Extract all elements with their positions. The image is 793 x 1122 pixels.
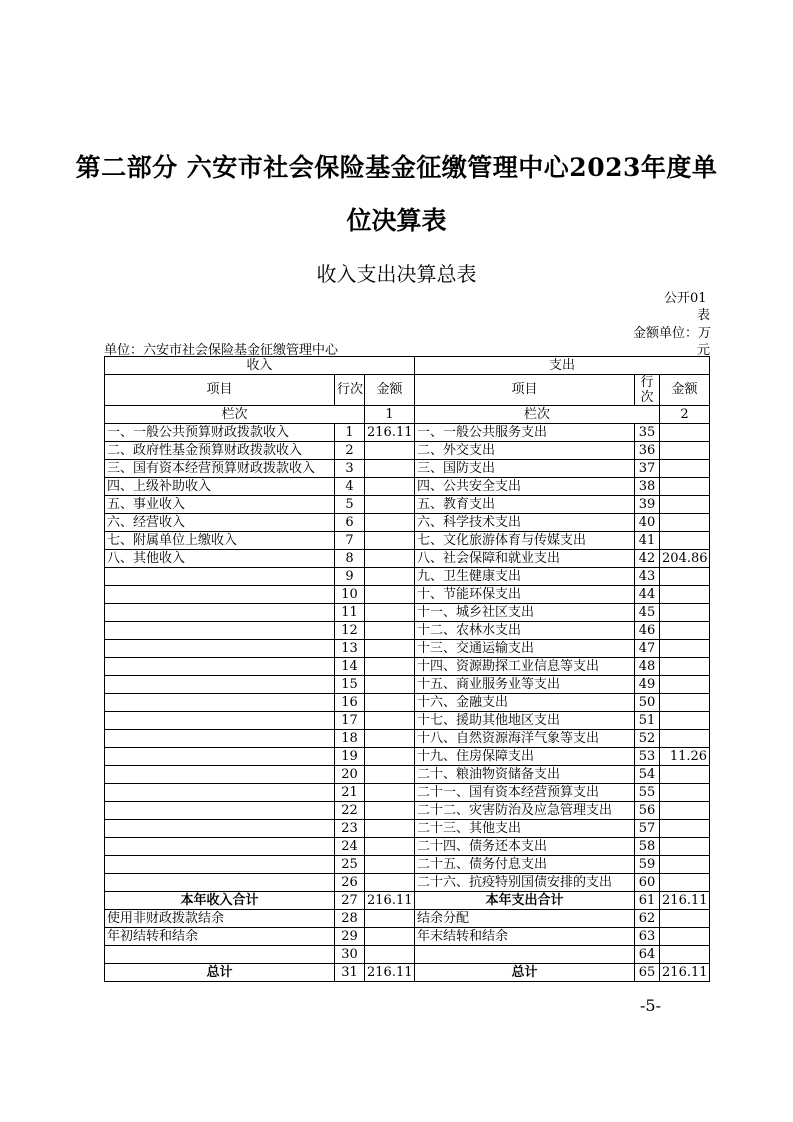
- expense-line-cell: 64: [635, 946, 660, 964]
- table-row: [105, 532, 710, 550]
- expense-line-cell: 35: [635, 424, 660, 442]
- expense-line-cell: 58: [635, 838, 660, 856]
- income-amount-cell: [365, 604, 415, 622]
- table-row: [105, 928, 710, 946]
- expense-amount-cell: [660, 478, 710, 496]
- subtotal-row: [105, 892, 710, 910]
- expense-item-cell: 二十一、国有资本经营预算支出: [415, 784, 635, 802]
- income-item-cell: [105, 946, 335, 964]
- expense-line-cell: 46: [635, 622, 660, 640]
- expense-amount-cell: [660, 856, 710, 874]
- income-amount-cell: [365, 820, 415, 838]
- income-item-cell: [105, 568, 335, 586]
- amount-unit-label: 金额单位：万: [633, 326, 712, 341]
- expense-item-cell: 二十三、其他支出: [415, 820, 635, 838]
- income-line-cell: 5: [335, 496, 365, 514]
- income-item-cell: 五、事业收入: [105, 496, 335, 514]
- table-row: [105, 424, 710, 442]
- income-item-cell: 使用非财政拨款结余: [105, 910, 335, 928]
- income-line-cell: 20: [335, 766, 365, 784]
- income-line-cell: 29: [335, 928, 365, 946]
- table-row: [105, 820, 710, 838]
- income-amount-cell: [365, 910, 415, 928]
- income-item-cell: [105, 658, 335, 676]
- income-amount-cell: [365, 460, 415, 478]
- income-amount-cell: [365, 748, 415, 766]
- income-line-cell: 18: [335, 730, 365, 748]
- expense-line-cell: 41: [635, 532, 660, 550]
- income-item-cell: 年初结转和结余: [105, 928, 335, 946]
- expense-amount-cell: [660, 928, 710, 946]
- expense-line-cell: 61: [635, 892, 660, 910]
- expense-item-cell: 十二、农林水支出: [415, 622, 635, 640]
- income-item-cell: [105, 856, 335, 874]
- table-row: [105, 568, 710, 586]
- income-amount-cell: [365, 802, 415, 820]
- expense-amount-cell: [660, 874, 710, 892]
- income-item-cell: 本年收入合计: [105, 892, 335, 910]
- table-row: [105, 874, 710, 892]
- expense-line-cell: 62: [635, 910, 660, 928]
- income-item-cell: 三、国有资本经营预算财政拨款收入: [105, 460, 335, 478]
- expense-amount-cell: [660, 946, 710, 964]
- expense-amount-cell: [660, 460, 710, 478]
- table-row: [105, 622, 710, 640]
- income-amount-cell: [365, 784, 415, 802]
- income-amount-cell: 216.11: [365, 892, 415, 910]
- income-lanci-number: 1: [365, 406, 415, 424]
- expense-item-cell: 四、公共安全支出: [415, 478, 635, 496]
- table-row: [105, 748, 710, 766]
- income-amount-cell: [365, 712, 415, 730]
- income-line-cell: 9: [335, 568, 365, 586]
- income-item-cell: [105, 586, 335, 604]
- expense-line-header: 行 次: [635, 375, 660, 406]
- expense-item-cell: 十六、金融支出: [415, 694, 635, 712]
- income-expense-table: [104, 356, 710, 982]
- table-row: [105, 478, 710, 496]
- expense-item-cell: 九、卫生健康支出: [415, 568, 635, 586]
- expense-line-cell: 65: [635, 964, 660, 982]
- income-amount-cell: [365, 478, 415, 496]
- expense-item-cell: 十七、援助其他地区支出: [415, 712, 635, 730]
- table-row: [105, 442, 710, 460]
- income-line-cell: 25: [335, 856, 365, 874]
- table-row: [105, 802, 710, 820]
- page-title-line2: 位决算表: [346, 206, 447, 235]
- expense-amount-cell: 216.11: [660, 892, 710, 910]
- income-line-header: 行次: [335, 375, 365, 406]
- income-line-cell: 2: [335, 442, 365, 460]
- expense-amount-cell: 204.86: [660, 550, 710, 568]
- table-row: [105, 658, 710, 676]
- expense-amount-cell: [660, 640, 710, 658]
- table-row: [105, 910, 710, 928]
- income-amount-cell: [365, 874, 415, 892]
- expense-item-cell: 二十五、债务付息支出: [415, 856, 635, 874]
- expense-item-cell: 十九、住房保障支出: [415, 748, 635, 766]
- income-amount-cell: [365, 568, 415, 586]
- expense-line-cell: 51: [635, 712, 660, 730]
- expense-line-cell: 50: [635, 694, 660, 712]
- income-item-cell: 总计: [105, 964, 335, 982]
- column-index-row: [105, 406, 710, 424]
- expense-item-cell: 十五、商业服务业等支出: [415, 676, 635, 694]
- expense-line-cell: 56: [635, 802, 660, 820]
- expense-line-cell: 60: [635, 874, 660, 892]
- expense-item-header: 项目: [415, 375, 635, 406]
- expense-amount-cell: [660, 730, 710, 748]
- income-amount-cell: [365, 496, 415, 514]
- table-row: [105, 946, 710, 964]
- expense-amount-cell: [660, 838, 710, 856]
- amount-unit-suffix: 元: [697, 343, 711, 358]
- income-amount-cell: [365, 658, 415, 676]
- income-item-cell: [105, 622, 335, 640]
- expense-amount-cell: [660, 622, 710, 640]
- income-item-cell: 四、上级补助收入: [105, 478, 335, 496]
- expense-line-cell: 36: [635, 442, 660, 460]
- income-line-cell: 1: [335, 424, 365, 442]
- table-row: [105, 514, 710, 532]
- expense-line-cell: 39: [635, 496, 660, 514]
- income-line-cell: 11: [335, 604, 365, 622]
- expense-amount-header: 金额: [660, 375, 710, 406]
- expense-line-cell: 42: [635, 550, 660, 568]
- table-row: [105, 784, 710, 802]
- expense-amount-cell: [660, 586, 710, 604]
- income-amount-cell: [365, 838, 415, 856]
- total-row: [105, 964, 710, 982]
- income-amount-cell: [365, 640, 415, 658]
- income-item-cell: [105, 802, 335, 820]
- expense-line-cell: 37: [635, 460, 660, 478]
- income-line-cell: 23: [335, 820, 365, 838]
- expense-item-cell: 二、外交支出: [415, 442, 635, 460]
- income-item-cell: 二、政府性基金预算财政拨款收入: [105, 442, 335, 460]
- expense-amount-cell: 11.26: [660, 748, 710, 766]
- income-amount-cell: [365, 622, 415, 640]
- expense-line-cell: 57: [635, 820, 660, 838]
- income-amount-cell: [365, 946, 415, 964]
- income-line-cell: 19: [335, 748, 365, 766]
- section-header-row: [105, 357, 710, 375]
- expense-line-cell: 49: [635, 676, 660, 694]
- expense-line-cell: 48: [635, 658, 660, 676]
- table-row: [105, 586, 710, 604]
- expense-item-cell: 总计: [415, 964, 635, 982]
- income-amount-cell: [365, 550, 415, 568]
- expense-item-cell: 十一、城乡社区支出: [415, 604, 635, 622]
- expense-item-cell: 七、文化旅游体育与传媒支出: [415, 532, 635, 550]
- table-title: 收入支出决算总表: [316, 262, 477, 286]
- income-item-cell: 七、附属单位上缴收入: [105, 532, 335, 550]
- expense-amount-cell: [660, 658, 710, 676]
- expense-item-cell: 十、节能环保支出: [415, 586, 635, 604]
- income-line-cell: 16: [335, 694, 365, 712]
- income-line-cell: 24: [335, 838, 365, 856]
- expense-line-cell: 40: [635, 514, 660, 532]
- income-line-cell: 8: [335, 550, 365, 568]
- expense-amount-cell: [660, 604, 710, 622]
- expense-item-cell: 结余分配: [415, 910, 635, 928]
- table-row: [105, 712, 710, 730]
- expense-amount-cell: [660, 712, 710, 730]
- expense-amount-cell: [660, 694, 710, 712]
- table-row: [105, 604, 710, 622]
- income-line-cell: 7: [335, 532, 365, 550]
- expense-line-cell: 54: [635, 766, 660, 784]
- income-line-cell: 13: [335, 640, 365, 658]
- expense-line-cell: 43: [635, 568, 660, 586]
- table-row: [105, 766, 710, 784]
- column-header-row: [105, 375, 710, 406]
- table-row: [105, 640, 710, 658]
- income-amount-cell: [365, 766, 415, 784]
- expense-amount-cell: [660, 568, 710, 586]
- income-item-cell: [105, 748, 335, 766]
- income-item-cell: [105, 676, 335, 694]
- table-row: [105, 838, 710, 856]
- income-line-cell: 26: [335, 874, 365, 892]
- expense-item-cell: 二十六、抗疫特别国债安排的支出: [415, 874, 635, 892]
- income-line-cell: 30: [335, 946, 365, 964]
- expense-line-cell: 44: [635, 586, 660, 604]
- income-item-cell: [105, 784, 335, 802]
- income-amount-cell: [365, 676, 415, 694]
- table-row: [105, 676, 710, 694]
- expense-item-cell: 三、国防支出: [415, 460, 635, 478]
- income-amount-cell: [365, 514, 415, 532]
- expense-line-cell: 52: [635, 730, 660, 748]
- table-row: [105, 856, 710, 874]
- income-item-cell: [105, 694, 335, 712]
- income-item-cell: [105, 712, 335, 730]
- form-number: 公开01: [664, 291, 707, 306]
- income-item-header: 项目: [105, 375, 335, 406]
- expense-amount-cell: [660, 424, 710, 442]
- expense-line-cell: 63: [635, 928, 660, 946]
- income-item-cell: [105, 640, 335, 658]
- expense-item-cell: [415, 946, 635, 964]
- expense-item-cell: 本年支出合计: [415, 892, 635, 910]
- income-amount-cell: [365, 532, 415, 550]
- expense-line-cell: 53: [635, 748, 660, 766]
- income-line-cell: 22: [335, 802, 365, 820]
- income-line-cell: 4: [335, 478, 365, 496]
- table-row: [105, 550, 710, 568]
- expense-lanci-label: 栏次: [415, 406, 660, 424]
- expense-item-cell: 五、教育支出: [415, 496, 635, 514]
- income-line-cell: 6: [335, 514, 365, 532]
- expense-line-cell: 45: [635, 604, 660, 622]
- income-amount-cell: [365, 928, 415, 946]
- income-header: 收入: [105, 357, 415, 375]
- income-amount-cell: [365, 442, 415, 460]
- income-amount-header: 金额: [365, 375, 415, 406]
- expense-item-cell: 二十二、灾害防治及应急管理支出: [415, 802, 635, 820]
- income-item-cell: [105, 838, 335, 856]
- table-row: [105, 730, 710, 748]
- organization-label: 单位：六安市社会保险基金征缴管理中心: [104, 343, 339, 358]
- income-item-cell: 一、一般公共预算财政拨款收入: [105, 424, 335, 442]
- income-line-cell: 12: [335, 622, 365, 640]
- expense-item-cell: 一、一般公共服务支出: [415, 424, 635, 442]
- expense-item-cell: 年末结转和结余: [415, 928, 635, 946]
- expense-line-cell: 47: [635, 640, 660, 658]
- expense-item-cell: 十三、交通运输支出: [415, 640, 635, 658]
- expense-amount-cell: [660, 442, 710, 460]
- income-line-cell: 10: [335, 586, 365, 604]
- expense-item-cell: 八、社会保障和就业支出: [415, 550, 635, 568]
- income-line-cell: 3: [335, 460, 365, 478]
- income-line-cell: 15: [335, 676, 365, 694]
- expense-header: 支出: [415, 357, 710, 375]
- expense-amount-cell: [660, 802, 710, 820]
- expense-amount-cell: [660, 532, 710, 550]
- expense-item-cell: 二十、粮油物资储备支出: [415, 766, 635, 784]
- expense-amount-cell: 216.11: [660, 964, 710, 982]
- income-item-cell: 六、经营收入: [105, 514, 335, 532]
- income-amount-cell: [365, 730, 415, 748]
- income-item-cell: [105, 730, 335, 748]
- table-row: [105, 460, 710, 478]
- expense-amount-cell: [660, 910, 710, 928]
- income-amount-cell: 216.11: [365, 964, 415, 982]
- expense-line-cell: 38: [635, 478, 660, 496]
- table-row: [105, 496, 710, 514]
- expense-line-cell: 55: [635, 784, 660, 802]
- expense-amount-cell: [660, 784, 710, 802]
- expense-amount-cell: [660, 676, 710, 694]
- expense-amount-cell: [660, 820, 710, 838]
- income-item-cell: [105, 874, 335, 892]
- income-line-cell: 31: [335, 964, 365, 982]
- expense-lanci-number: 2: [660, 406, 710, 424]
- income-lanci-label: 栏次: [105, 406, 365, 424]
- income-line-cell: 27: [335, 892, 365, 910]
- income-amount-cell: [365, 586, 415, 604]
- table-row: [105, 694, 710, 712]
- page-title-line1: 第二部分 六安市社会保险基金征缴管理中心2023年度单: [75, 153, 718, 182]
- income-amount-cell: 216.11: [365, 424, 415, 442]
- expense-item-cell: 十八、自然资源海洋气象等支出: [415, 730, 635, 748]
- expense-item-cell: 二十四、债务还本支出: [415, 838, 635, 856]
- expense-line-cell: 59: [635, 856, 660, 874]
- income-item-cell: [105, 820, 335, 838]
- page-number: -5-: [640, 996, 661, 1015]
- income-amount-cell: [365, 856, 415, 874]
- form-number-suffix: 表: [697, 308, 711, 323]
- expense-amount-cell: [660, 766, 710, 784]
- income-line-cell: 17: [335, 712, 365, 730]
- income-line-cell: 28: [335, 910, 365, 928]
- income-line-cell: 21: [335, 784, 365, 802]
- expense-amount-cell: [660, 514, 710, 532]
- income-item-cell: [105, 766, 335, 784]
- expense-amount-cell: [660, 496, 710, 514]
- expense-item-cell: 六、科学技术支出: [415, 514, 635, 532]
- income-amount-cell: [365, 694, 415, 712]
- income-item-cell: 八、其他收入: [105, 550, 335, 568]
- income-line-cell: 14: [335, 658, 365, 676]
- expense-item-cell: 十四、资源勘探工业信息等支出: [415, 658, 635, 676]
- income-item-cell: [105, 604, 335, 622]
